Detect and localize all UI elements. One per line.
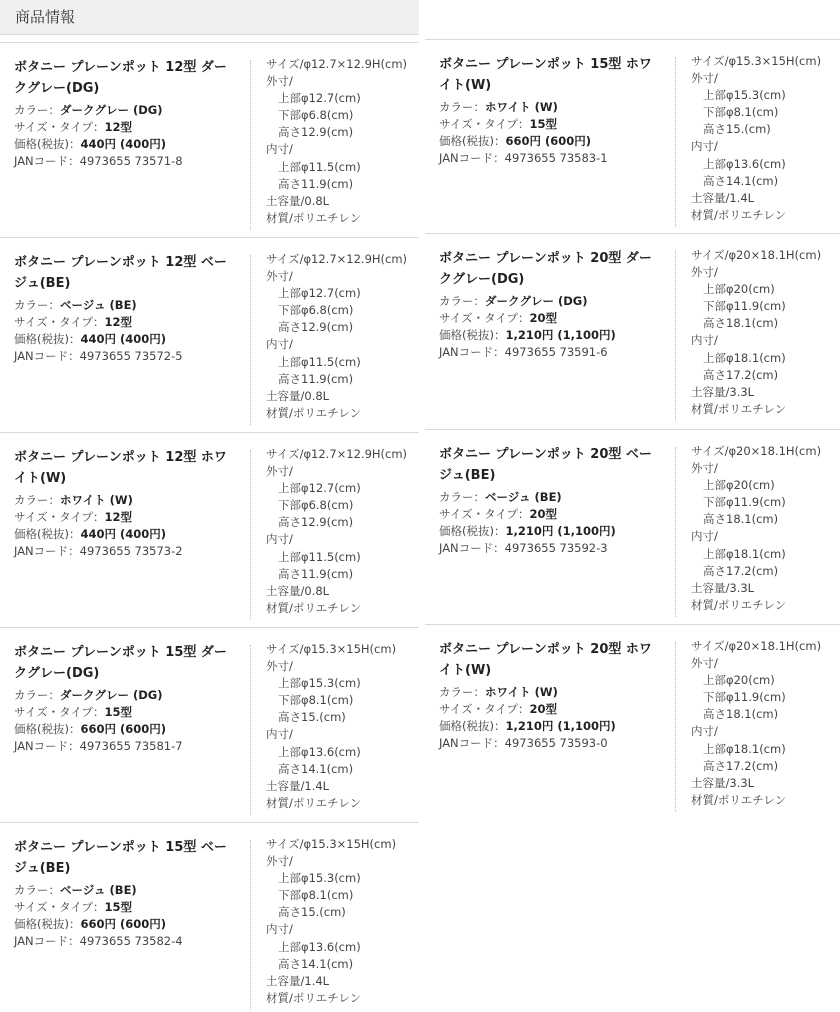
- spec-soil-capacity: 土容量/1.4L: [266, 973, 330, 988]
- product-specs: [691, 53, 840, 224]
- spec-inner-top: 上部φ13.6(cm): [278, 939, 361, 954]
- color-row: [14, 882, 236, 899]
- price-row: [14, 721, 236, 738]
- jan-row: [439, 150, 661, 167]
- price-row: [439, 718, 661, 735]
- size-type-value: 20型: [529, 311, 558, 325]
- price-label: 価格(税抜)：: [439, 719, 506, 733]
- spec-inner-height: 高さ14.1(cm): [278, 761, 354, 776]
- color-label: カラー：: [439, 685, 485, 699]
- spec-outer-top: 上部φ15.3(cm): [703, 88, 786, 103]
- size-type-value: 12型: [104, 315, 133, 329]
- spec-outer-height: 高さ18.1(cm): [703, 316, 779, 331]
- product-specs: [266, 446, 436, 617]
- spec-outer-top: 上部φ12.7(cm): [278, 286, 361, 301]
- jan-value: 4973655 73581-7: [79, 739, 183, 753]
- product-card: [0, 237, 419, 427]
- spec-size: サイズ/φ12.7×12.9H(cm): [266, 252, 408, 266]
- color-value: ベージュ (BE): [485, 490, 562, 504]
- spec-inner-label: 内寸/: [691, 333, 718, 348]
- product-name: ボタニー プレーンポット 15型 ダークグレー(DG): [14, 645, 227, 681]
- size-type-label: サイズ・タイプ：: [14, 120, 105, 134]
- product-name: ボタニー プレーンポット 12型 ダークグレー(DG): [14, 60, 227, 96]
- price-label: 価格(税抜)：: [14, 137, 81, 151]
- column-divider: [675, 642, 677, 812]
- spec-outer-height: 高さ15.(cm): [703, 122, 771, 137]
- product-specs: [266, 641, 436, 812]
- spec-size: サイズ/φ15.3×15H(cm): [266, 642, 397, 656]
- jan-value: 4973655 73592-3: [504, 541, 608, 555]
- spec-inner-height: 高さ14.1(cm): [278, 956, 354, 971]
- spec-outer-bottom: 下部φ11.9(cm): [703, 690, 786, 705]
- spec-inner-height: 高さ17.2(cm): [703, 758, 779, 773]
- color-label: カラー：: [439, 294, 485, 308]
- product-summary: [14, 447, 236, 560]
- price-row: [14, 526, 236, 543]
- jan-row: [14, 153, 236, 170]
- spec-soil-capacity: 土容量/3.3L: [691, 384, 755, 399]
- color-value: ベージュ (BE): [60, 298, 137, 312]
- spec-inner-height: 高さ17.2(cm): [703, 367, 779, 382]
- jan-row: [14, 348, 236, 365]
- price-label: 価格(税抜)：: [14, 332, 81, 346]
- jan-row: [14, 543, 236, 560]
- jan-value: 4973655 73593-0: [504, 736, 608, 750]
- section-header: [0, 0, 419, 35]
- column-divider: [250, 60, 252, 230]
- spec-inner-height: 高さ17.2(cm): [703, 563, 779, 578]
- spec-outer-height: 高さ15.(cm): [278, 710, 346, 725]
- color-row: [439, 293, 661, 310]
- color-value: ホワイト (W): [485, 100, 558, 114]
- product-card: [0, 822, 419, 1012]
- size-type-value: 12型: [104, 120, 133, 134]
- spec-outer-height: 高さ18.1(cm): [703, 707, 779, 722]
- jan-label: JANコード：: [14, 154, 80, 168]
- jan-label: JANコード：: [439, 736, 505, 750]
- size-type-row: [14, 119, 236, 136]
- spec-inner-label: 内寸/: [691, 724, 718, 739]
- price-row: [14, 916, 236, 933]
- product-summary: [14, 837, 236, 950]
- product-name: ボタニー プレーンポット 12型 ホワイト(W): [14, 450, 227, 486]
- product-name: ボタニー プレーンポット 20型 ダークグレー(DG): [439, 251, 652, 287]
- column-divider: [675, 57, 677, 227]
- price-row: [439, 523, 661, 540]
- size-type-label: サイズ・タイプ：: [14, 315, 105, 329]
- product-card: [0, 42, 419, 232]
- spec-size: サイズ/φ12.7×12.9H(cm): [266, 57, 408, 71]
- price-row: [14, 331, 236, 348]
- size-type-label: サイズ・タイプ：: [439, 117, 530, 131]
- price-value: 660円 (600円): [80, 917, 167, 931]
- spec-inner-top: 上部φ13.6(cm): [703, 156, 786, 171]
- color-label: カラー：: [14, 103, 60, 117]
- spec-outer-bottom: 下部φ11.9(cm): [703, 299, 786, 314]
- spec-size: サイズ/φ20×18.1H(cm): [691, 444, 822, 458]
- size-type-value: 15型: [104, 705, 133, 719]
- size-type-row: [439, 116, 661, 133]
- size-type-label: サイズ・タイプ：: [14, 510, 105, 524]
- spec-outer-label: 外寸/: [691, 265, 718, 280]
- spec-outer-top: 上部φ20(cm): [703, 282, 775, 297]
- spec-inner-height: 高さ11.9(cm): [278, 566, 354, 581]
- spec-inner-label: 内寸/: [266, 727, 293, 742]
- spec-outer-label: 外寸/: [691, 461, 718, 476]
- spec-inner-label: 内寸/: [266, 922, 293, 937]
- jan-label: JANコード：: [14, 739, 80, 753]
- product-summary: [14, 252, 236, 365]
- spec-size: サイズ/φ20×18.1H(cm): [691, 248, 822, 262]
- spec-size: サイズ/φ12.7×12.9H(cm): [266, 447, 408, 461]
- color-row: [439, 684, 661, 701]
- color-value: ホワイト (W): [485, 685, 558, 699]
- spec-outer-label: 外寸/: [266, 854, 293, 869]
- price-value: 660円 (600円): [505, 134, 592, 148]
- color-value: ダークグレー (DG): [485, 294, 588, 308]
- product-name: ボタニー プレーンポット 12型 ベージュ(BE): [14, 255, 227, 291]
- price-row: [439, 327, 661, 344]
- spec-outer-height: 高さ12.9(cm): [278, 320, 354, 335]
- jan-row: [14, 738, 236, 755]
- color-value: ホワイト (W): [60, 493, 133, 507]
- size-type-row: [14, 509, 236, 526]
- color-row: [14, 102, 236, 119]
- spec-inner-label: 内寸/: [266, 532, 293, 547]
- spec-soil-capacity: 土容量/3.3L: [691, 775, 755, 790]
- color-label: カラー：: [14, 298, 60, 312]
- color-label: カラー：: [14, 493, 60, 507]
- spec-outer-top: 上部φ15.3(cm): [278, 871, 361, 886]
- spec-outer-label: 外寸/: [266, 659, 293, 674]
- price-value: 1,210円 (1,100円): [505, 328, 616, 342]
- spec-soil-capacity: 土容量/1.4L: [691, 190, 755, 205]
- price-value: 440円 (400円): [80, 527, 167, 541]
- spec-outer-top: 上部φ20(cm): [703, 673, 775, 688]
- spec-inner-top: 上部φ11.5(cm): [278, 354, 361, 369]
- jan-row: [439, 735, 661, 752]
- jan-value: 4973655 73591-6: [504, 345, 608, 359]
- price-value: 1,210円 (1,100円): [505, 719, 616, 733]
- spec-inner-top: 上部φ13.6(cm): [278, 744, 361, 759]
- spec-size: サイズ/φ20×18.1H(cm): [691, 639, 822, 653]
- spec-soil-capacity: 土容量/1.4L: [266, 778, 330, 793]
- jan-value: 4973655 73572-5: [79, 349, 183, 363]
- column-divider: [250, 255, 252, 425]
- size-type-value: 15型: [104, 900, 133, 914]
- size-type-label: サイズ・タイプ：: [439, 507, 530, 521]
- spec-outer-height: 高さ18.1(cm): [703, 512, 779, 527]
- jan-label: JANコード：: [14, 544, 80, 558]
- color-row: [14, 687, 236, 704]
- spec-soil-capacity: 土容量/0.8L: [266, 583, 330, 598]
- product-card: [425, 39, 840, 229]
- column-divider: [250, 840, 252, 1010]
- spec-outer-label: 外寸/: [691, 71, 718, 86]
- product-card: [0, 432, 419, 622]
- spec-inner-label: 内寸/: [691, 139, 718, 154]
- jan-value: 4973655 73571-8: [79, 154, 183, 168]
- spec-outer-bottom: 下部φ11.9(cm): [703, 495, 786, 510]
- jan-value: 4973655 73573-2: [79, 544, 183, 558]
- spec-soil-capacity: 土容量/0.8L: [266, 388, 330, 403]
- spec-inner-label: 内寸/: [266, 337, 293, 352]
- color-row: [14, 492, 236, 509]
- spec-outer-height: 高さ15.(cm): [278, 905, 346, 920]
- color-label: カラー：: [439, 490, 485, 504]
- spec-outer-label: 外寸/: [691, 656, 718, 671]
- product-specs: [266, 251, 436, 422]
- product-name: ボタニー プレーンポット 15型 ホワイト(W): [439, 57, 652, 93]
- jan-label: JANコード：: [439, 345, 505, 359]
- color-row: [439, 489, 661, 506]
- price-value: 440円 (400円): [80, 137, 167, 151]
- size-type-row: [439, 701, 661, 718]
- color-label: カラー：: [14, 688, 60, 702]
- size-type-row: [439, 506, 661, 523]
- product-card: [425, 624, 840, 814]
- size-type-row: [439, 310, 661, 327]
- product-specs: [691, 638, 840, 809]
- spec-inner-height: 高さ14.1(cm): [703, 173, 779, 188]
- size-type-value: 15型: [529, 117, 558, 131]
- jan-row: [439, 540, 661, 557]
- color-label: カラー：: [439, 100, 485, 114]
- spec-outer-label: 外寸/: [266, 74, 293, 89]
- product-specs: [691, 247, 840, 418]
- price-value: 440円 (400円): [80, 332, 167, 346]
- spec-outer-label: 外寸/: [266, 464, 293, 479]
- jan-row: [14, 933, 236, 950]
- product-card: [0, 627, 419, 817]
- product-name: ボタニー プレーンポット 20型 ベージュ(BE): [439, 447, 652, 483]
- product-summary: [439, 248, 661, 361]
- price-row: [439, 133, 661, 150]
- jan-value: 4973655 73583-1: [504, 151, 608, 165]
- price-row: [14, 136, 236, 153]
- spec-outer-bottom: 下部φ6.8(cm): [278, 108, 354, 123]
- spec-outer-bottom: 下部φ8.1(cm): [278, 693, 354, 708]
- column-divider: [250, 645, 252, 815]
- spec-outer-bottom: 下部φ8.1(cm): [703, 105, 779, 120]
- spec-material: 材質/ポリエチレン: [266, 405, 362, 420]
- product-name: ボタニー プレーンポット 15型 ベージュ(BE): [14, 840, 227, 876]
- size-type-row: [14, 704, 236, 721]
- product-summary: [14, 57, 236, 170]
- spec-material: 材質/ポリエチレン: [691, 207, 787, 222]
- spec-inner-label: 内寸/: [691, 529, 718, 544]
- spec-soil-capacity: 土容量/3.3L: [691, 580, 755, 595]
- price-label: 価格(税抜)：: [439, 328, 506, 342]
- jan-label: JANコード：: [14, 349, 80, 363]
- spec-material: 材質/ポリエチレン: [266, 795, 362, 810]
- product-summary: [439, 639, 661, 752]
- spec-outer-height: 高さ12.9(cm): [278, 125, 354, 140]
- spec-material: 材質/ポリエチレン: [266, 210, 362, 225]
- spec-inner-label: 内寸/: [266, 142, 293, 157]
- price-label: 価格(税抜)：: [14, 527, 81, 541]
- spec-inner-top: 上部φ18.1(cm): [703, 546, 786, 561]
- price-label: 価格(税抜)：: [439, 524, 506, 538]
- column-divider: [675, 251, 677, 421]
- product-specs: [266, 836, 436, 1007]
- size-type-label: サイズ・タイプ：: [14, 705, 105, 719]
- spec-material: 材質/ポリエチレン: [266, 600, 362, 615]
- spec-size: サイズ/φ15.3×15H(cm): [691, 54, 822, 68]
- jan-label: JANコード：: [14, 934, 80, 948]
- product-specs: [266, 56, 436, 227]
- product-summary: [14, 642, 236, 755]
- spec-inner-top: 上部φ11.5(cm): [278, 549, 361, 564]
- spec-soil-capacity: 土容量/0.8L: [266, 193, 330, 208]
- column-divider: [675, 447, 677, 617]
- size-type-label: サイズ・タイプ：: [439, 311, 530, 325]
- spec-outer-label: 外寸/: [266, 269, 293, 284]
- color-value: ベージュ (BE): [60, 883, 137, 897]
- spec-outer-bottom: 下部φ6.8(cm): [278, 303, 354, 318]
- color-value: ダークグレー (DG): [60, 103, 163, 117]
- price-label: 価格(税抜)：: [439, 134, 506, 148]
- price-label: 価格(税抜)：: [14, 917, 81, 931]
- size-type-value: 20型: [529, 507, 558, 521]
- spec-outer-bottom: 下部φ8.1(cm): [278, 888, 354, 903]
- spec-inner-top: 上部φ18.1(cm): [703, 741, 786, 756]
- jan-label: JANコード：: [439, 541, 505, 555]
- size-type-value: 12型: [104, 510, 133, 524]
- color-label: カラー：: [14, 883, 60, 897]
- jan-row: [439, 344, 661, 361]
- jan-label: JANコード：: [439, 151, 505, 165]
- spec-inner-top: 上部φ18.1(cm): [703, 350, 786, 365]
- color-value: ダークグレー (DG): [60, 688, 163, 702]
- size-type-row: [14, 314, 236, 331]
- product-specs: [691, 443, 840, 614]
- spec-outer-top: 上部φ15.3(cm): [278, 676, 361, 691]
- spec-size: サイズ/φ15.3×15H(cm): [266, 837, 397, 851]
- product-summary: [439, 444, 661, 557]
- price-label: 価格(税抜)：: [14, 722, 81, 736]
- color-row: [14, 297, 236, 314]
- size-type-row: [14, 899, 236, 916]
- size-type-value: 20型: [529, 702, 558, 716]
- spec-inner-top: 上部φ11.5(cm): [278, 159, 361, 174]
- spec-outer-top: 上部φ12.7(cm): [278, 481, 361, 496]
- section-title: 商品情報: [15, 8, 76, 26]
- product-card: [425, 233, 840, 423]
- size-type-label: サイズ・タイプ：: [14, 900, 105, 914]
- product-name: ボタニー プレーンポット 20型 ホワイト(W): [439, 642, 652, 678]
- price-value: 1,210円 (1,100円): [505, 524, 616, 538]
- jan-value: 4973655 73582-4: [79, 934, 183, 948]
- spec-outer-top: 上部φ20(cm): [703, 478, 775, 493]
- product-summary: [439, 54, 661, 167]
- color-row: [439, 99, 661, 116]
- column-divider: [250, 450, 252, 620]
- spec-material: 材質/ポリエチレン: [691, 792, 787, 807]
- spec-outer-bottom: 下部φ6.8(cm): [278, 498, 354, 513]
- spec-inner-height: 高さ11.9(cm): [278, 371, 354, 386]
- spec-outer-top: 上部φ12.7(cm): [278, 91, 361, 106]
- spec-material: 材質/ポリエチレン: [691, 597, 787, 612]
- spec-outer-height: 高さ12.9(cm): [278, 515, 354, 530]
- price-value: 660円 (600円): [80, 722, 167, 736]
- spec-material: 材質/ポリエチレン: [691, 401, 787, 416]
- spec-inner-height: 高さ11.9(cm): [278, 176, 354, 191]
- size-type-label: サイズ・タイプ：: [439, 702, 530, 716]
- spec-material: 材質/ポリエチレン: [266, 990, 362, 1005]
- product-card: [425, 429, 840, 619]
